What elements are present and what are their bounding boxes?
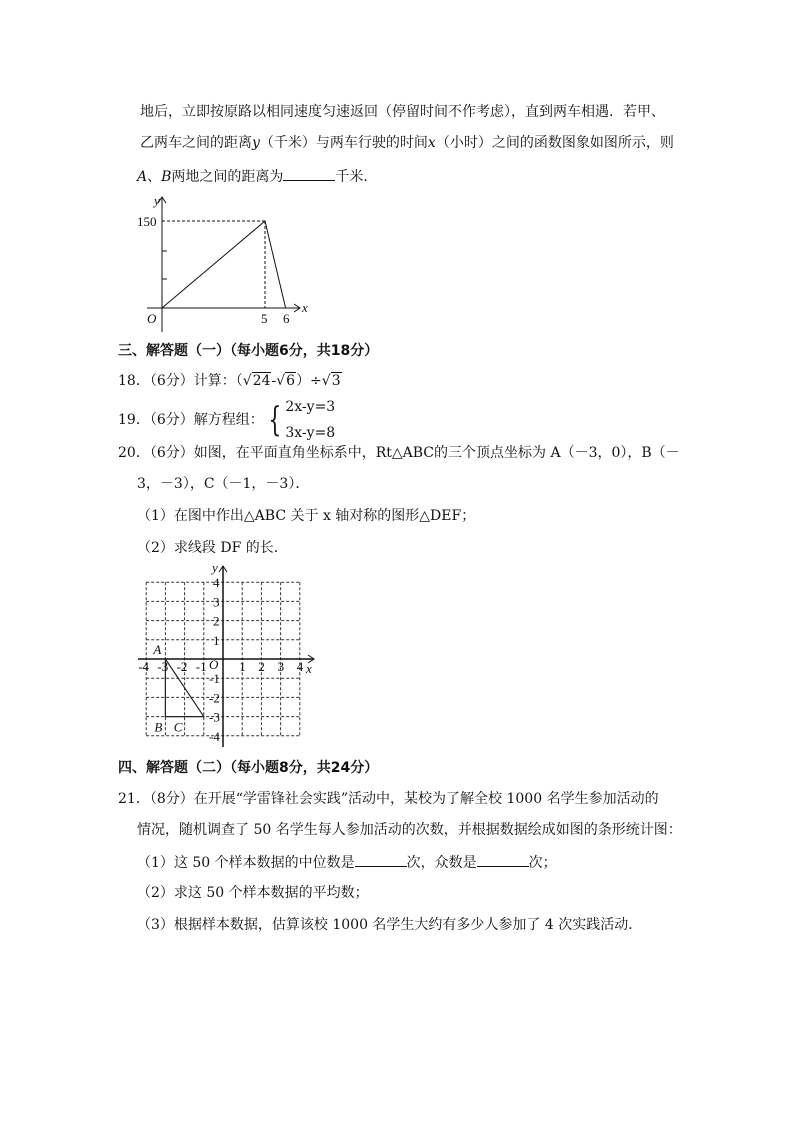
q20-line1: 20．（6分）如图，在平面直角坐标系中，Rt△ABC的三个顶点坐标为 A（－3，0），B（－	[118, 445, 680, 461]
x-tick-label: -3	[157, 659, 169, 674]
point-a-label: A	[153, 642, 162, 657]
point-a: A	[137, 169, 148, 185]
q21-part2: （2）求这 50 个样本数据的平均数；	[137, 885, 369, 901]
y-tick-label: 3	[213, 594, 220, 610]
coordinate-grid	[138, 560, 314, 747]
function-line	[162, 221, 286, 308]
q21-text: 次；	[528, 855, 557, 871]
q20-part2: （2）求线段 DF 的长．	[137, 540, 288, 556]
brace: {	[268, 400, 282, 440]
q17-text: （千米）与两车行驶的时间	[259, 135, 428, 151]
q17-unit: 千米．	[335, 169, 378, 185]
q21-part3: （3）根据样本数据，估算该校 1000 名学生大约有多少人参加了 4 次实践活动．	[137, 917, 643, 933]
q21-line1: 21．（8分）在开展“学雷锋社会实践”活动中，某校为了解全校 1000 名学生参加活动的	[118, 791, 659, 807]
x-tick-label: -2	[176, 659, 188, 674]
y-tick-label: 150	[137, 214, 157, 229]
q21-line2: 情况，随机调查了 50 名学生每人参加活动的次数，并根据数据绘成如图的条形统计图：	[137, 822, 682, 838]
q21-text: （1）这 50 个样本数据的中位数是	[137, 855, 355, 871]
q20-part1: （1）在图中作出△ABC 关于 x 轴对称的图形△DEF；	[137, 508, 476, 524]
x-tick-label: -4	[138, 659, 150, 674]
q17-line1: 地后，立即按原路以相同速度匀速返回（停留时间不作考虑），直到两车相遇．若甲、	[140, 104, 665, 120]
median-blank[interactable]	[355, 853, 407, 867]
mode-blank[interactable]	[477, 853, 529, 867]
x-label: x	[306, 661, 312, 676]
point-c-label: C	[173, 719, 183, 735]
q20-line2: 3，－3），C（－1，－3）．	[137, 476, 310, 492]
x-tick-label: 3	[277, 659, 285, 674]
radicand: 6	[286, 373, 296, 389]
q19-text: 19．（6分）解方程组：	[118, 412, 264, 428]
x-tick-label: 5	[261, 311, 268, 326]
q18-text: ）÷	[296, 373, 322, 389]
x-label: x	[302, 300, 308, 315]
q18: 18．（6分）计算：（√24-√6）÷√3	[118, 373, 341, 389]
q18-text: 18．（6分）计算：（	[118, 373, 243, 389]
y-label: y	[154, 193, 160, 208]
y-tick-label: -3	[209, 709, 220, 725]
y-tick-label: 2	[213, 613, 220, 629]
q17-text: （小时）之间的函数图象如图所示，则	[435, 135, 674, 151]
x-tick-label: 1	[239, 659, 246, 674]
q19	[118, 394, 335, 446]
section3-title: 三、解答题（一）（每小题6分，共18分）	[118, 343, 379, 359]
y-tick-label: -4	[209, 728, 220, 744]
radicand: 3	[331, 373, 341, 389]
y-tick-label: -1	[209, 671, 220, 687]
origin-label: O	[147, 311, 157, 326]
point-b-label: B	[154, 719, 163, 735]
var-y: y	[252, 135, 260, 151]
q17-text: 乙两车之间的距离	[140, 135, 252, 151]
x-tick-label: 6	[283, 311, 290, 326]
equation-1: 2x-y=3	[285, 399, 336, 415]
q21-text: 次，众数是	[406, 855, 477, 871]
sep: 、	[147, 169, 162, 185]
origin-label: O	[209, 657, 219, 672]
y-tick-label: 4	[213, 575, 220, 591]
point-b: B	[161, 169, 172, 185]
y-tick-label: 1	[213, 632, 220, 648]
radicand: 24	[252, 373, 271, 389]
q17-text: 两地之间的距离为	[171, 169, 284, 185]
equation-system	[285, 394, 335, 446]
x-tick-label: -1	[195, 659, 207, 674]
minus: -	[271, 373, 277, 389]
q21-part1	[137, 853, 557, 872]
y-label: y	[212, 560, 218, 575]
equation-2: 3x-y=8	[285, 425, 336, 441]
distance-time-graph	[137, 193, 308, 332]
section4-title: 四、解答题（二）（每小题8分，共24分）	[118, 760, 379, 776]
var-x: x	[427, 135, 436, 151]
y-tick-label: -2	[209, 690, 220, 706]
x-tick-label: 4	[296, 659, 304, 674]
x-tick-label: 2	[258, 659, 265, 674]
